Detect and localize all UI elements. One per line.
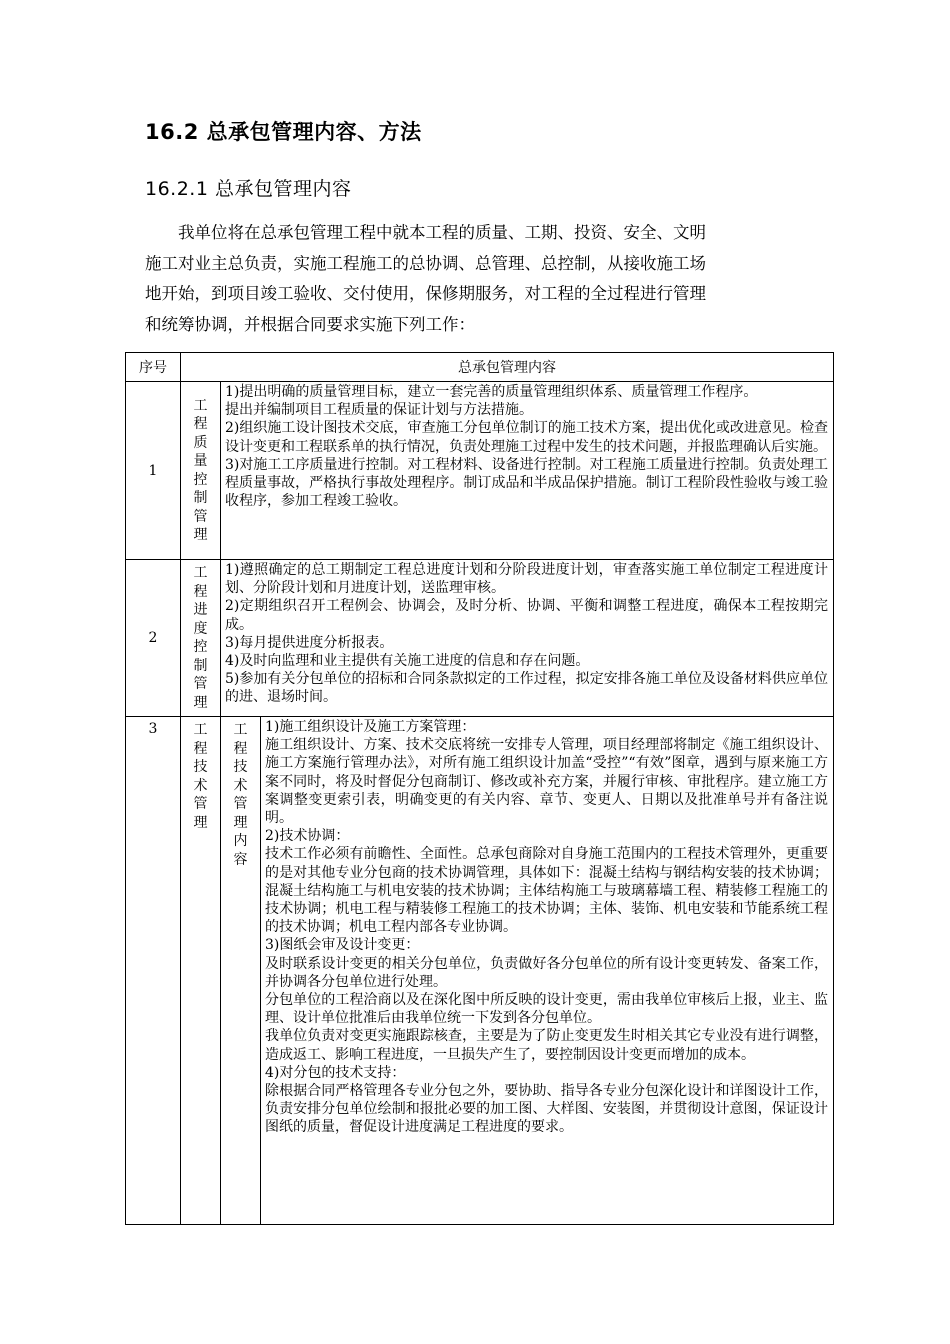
table-row: [126, 717, 834, 1225]
header-content: 总承包管理内容: [181, 353, 834, 382]
content-line: 施工组织设计、方案、技术交底将统一安排专人管理，项目经理部将制定《施工组织设计、施工方案施行管理办法》，对所有施工组织设计加盖“受控”“有效”图章，遇到与原来施工方案不同时，将及时督促分包商制订、修改或补充方案，并履行审核、审批程序。建立施工方案调整变更索引表，明确变更的有关内容、章节、变更人、日期以及批准单号并有备注说明。: [265, 737, 828, 827]
table-row: [126, 560, 834, 717]
subsection-heading: 16.2.1 总承包管理内容: [145, 178, 352, 200]
intro-line: 地开始，到项目竣工验收、交付使用，保修期服务，对工程的全过程进行管理: [145, 284, 706, 303]
content-line: 分包单位的工程洽商以及在深化图中所反映的设计变更，需由我单位审核后上报，业主、监理、设计单位批准后由我单位统一下发到各分包单位。: [265, 992, 828, 1027]
table-row: [126, 382, 834, 560]
row-category: 工 程 质 量 控 制 管 理: [181, 382, 221, 560]
row-seq: 3: [126, 717, 181, 1225]
content-line: 除根据合同严格管理各专业分包之外，要协助、指导各专业分包深化设计和详图设计工作，负责安排分包单位绘制和报批必要的加工图、大样图、安装图，并贯彻设计意图，保证设计图纸的质量，督促设计进度满足工程进度的要求。: [265, 1083, 828, 1136]
management-table: [125, 352, 834, 1225]
content-line: 我单位负责对变更实施跟踪核查，主要是为了防止变更发生时相关其它专业没有进行调整，造成返工、影响工程进度，一旦损失产生了，要控制因设计变更而增加的成本。: [265, 1028, 828, 1063]
row-category: 工 程 进 度 控 制 管 理: [181, 560, 221, 717]
content-line: 4)及时向监理和业主提供有关施工进度的信息和存在问题。: [225, 653, 590, 670]
table-header-row: [126, 353, 834, 382]
row-content: [221, 382, 834, 560]
row-content: [221, 560, 834, 717]
row-seq: 1: [126, 382, 181, 560]
content-line: 2)定期组织召开工程例会、协调会，及时分析、协调、平衡和调整工程进度，确保本工程按期完成。: [225, 598, 828, 633]
content-line: 1)遵照确定的总工期制定工程总进度计划和分阶段进度计划，审查落实施工单位制定工程进度计划、分阶段计划和月进度计划，送监理审核。: [225, 562, 828, 597]
content-line: 2)技术协调：: [265, 828, 350, 845]
row-category: 工 程 技 术 管 理: [181, 717, 221, 1225]
section-heading: 16.2 总承包管理内容、方法: [145, 120, 422, 144]
intro-line: 施工对业主总负责，实施工程施工的总协调、总管理、总控制，从接收施工场: [145, 253, 706, 273]
intro-line: 和统筹协调，并根据合同要求实施下列工作：: [145, 314, 475, 334]
content-line: 5)参加有关分包单位的招标和合同条款拟定的工作过程，拟定安排各施工单位及设备材料供应单位的进、退场时间。: [225, 671, 828, 706]
content-line: 3)图纸会审及设计变更：: [265, 937, 420, 954]
row-content: [261, 717, 834, 1225]
intro-paragraph: [145, 218, 815, 340]
row-subcategory: 工 程 技 术 管 理 内 容: [221, 717, 261, 1225]
intro-line: 我单位将在总承包管理工程中就本工程的质量、工期、投资、安全、文明: [178, 223, 706, 242]
row-seq: 2: [126, 560, 181, 717]
content-line: 1)提出明确的质量管理目标，建立一套完善的质量管理组织体系、质量管理工作程序。: [225, 384, 758, 400]
content-line: 4)对分包的技术支持：: [265, 1064, 406, 1081]
content-line: 及时联系设计变更的相关分包单位，负责做好各分包单位的所有设计变更转发、备案工作，并协调各分包单位进行处理。: [265, 955, 828, 990]
content-line: 提出并编制项目工程质量的保证计划与方法措施。: [225, 402, 533, 419]
header-seq: 序号: [126, 353, 181, 382]
content-line: 2)组织施工设计图技术交底，审查施工分包单位制订的施工技术方案，提出优化或改进意见。检查设计变更和工程联系单的执行情况，负责处理施工过程中发生的技术问题，并报监理确认后实施。: [225, 420, 828, 455]
content-line: 3)每月提供进度分析报表。: [225, 634, 394, 651]
content-line: 技术工作必须有前瞻性、全面性。总承包商除对自身施工范围内的工程技术管理外，更重要的是对其他专业分包商的技术协调管理，具体如下：混凝土结构与钢结构安装的技术协调；混凝土结构施工与机电安装的技术协调；主体结构施工与玻璃幕墙工程、精装修工程施工的技术协调；机电工程与精装修工程施工的技术协调；主体、装饰、机电安装和节能系统工程的技术协调；机电工程内部各专业协调。: [265, 846, 828, 936]
content-line: 3)对施工工序质量进行控制。对工程材料、设备进行控制。对工程施工质量进行控制。负责处理工程质量事故，严格执行事故处理程序。制订成品和半成品保护措施。制订工程阶段性验收与竣工验收程序，参加工程竣工验收。: [225, 456, 828, 510]
content-line: 1)施工组织设计及施工方案管理：: [265, 719, 476, 735]
